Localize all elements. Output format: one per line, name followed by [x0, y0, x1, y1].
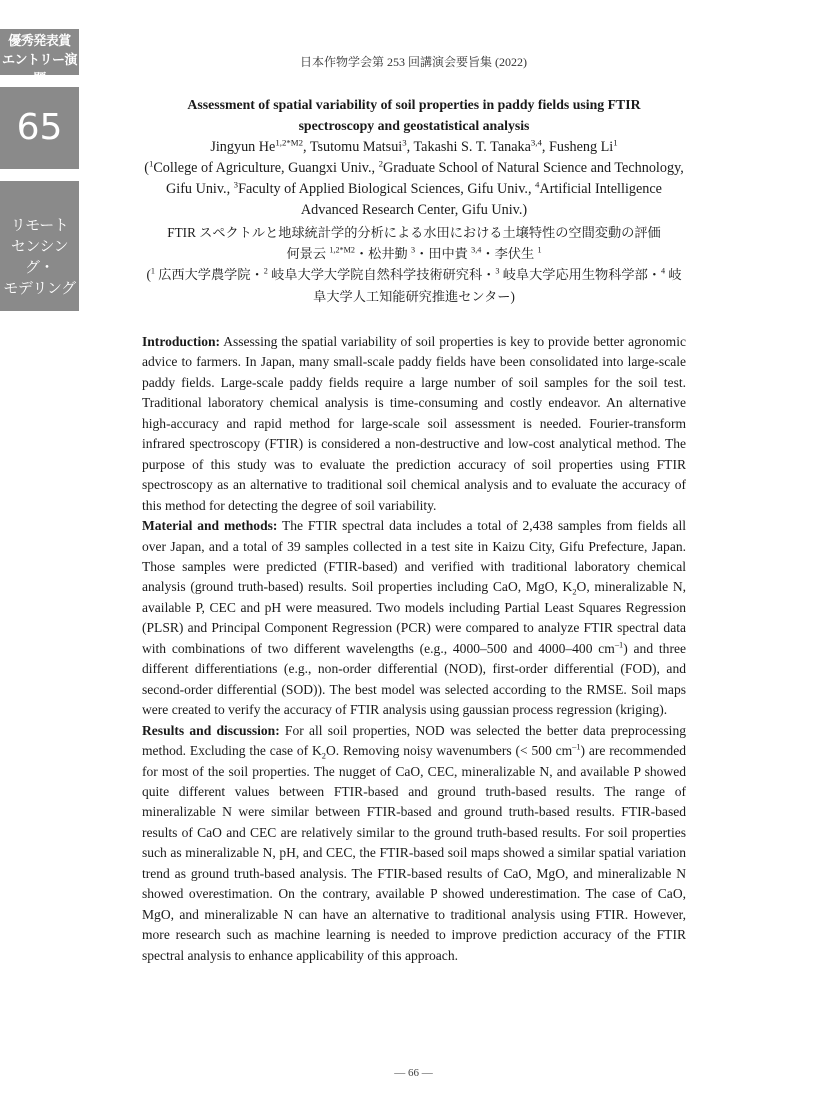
results-text: ) are recommended for most of the soil properties. The nugget of CaO, CEC, mineralizable N, and available P showed quite different values between FTIR-based and ground truth-based results. The range of mineralizable N were similar between FTIR-based and ground truth-based results. FTIR-based results of CaO and CEC are relatively similar to the ground truth-based results. For soil properties such as mineralizable N, pH, and CEC, the FTIR-based soil maps showed a similar spatial variation trend as ground truth-based analysis. The FTIR-based results of CaO, MgO, and mineralizable N showed overestimation. On the contrary, available P showed underestimation. The case of CaO, MgO, and mineralizable N can have an alternative to traditional analysis using FTIR. However, more research such as machine learning is needed to improve prediction accuracy of the FTIR spectral analysis to enhance applicability of this approach.: [142, 743, 686, 963]
jp-affil-text: 岐阜大学大学院自然科学技術研究科・: [267, 267, 496, 283]
jp-affil-text: 岐阜大学応用生物科学部・: [499, 267, 661, 283]
jp-author-sup: 1: [537, 245, 542, 255]
title-line2: spectroscopy and geostatistical analysis: [298, 118, 530, 134]
affil-sup: 4: [535, 179, 540, 190]
methods-text: O, mineralizable N, available P, CEC and pH were measured. Two models including Partial Least Squares Regression (PLSR) and Principal Component Regression (PCR) were compared to analyze FTIR spectral data with combinations of two different wavelengths (e.g., 4000–500 and 4000–400 cm: [142, 579, 687, 656]
author-sep: ,: [541, 138, 549, 155]
methods-text: The FTIR spectral data includes a total of 2,438 samples from fields all over Japan, and a total of 39 samples collected in a test site in Kaizu City, Gifu Prefecture, Japan. Those samples were predicted (FTIR-based) and verified with traditional laboratory chemical analysis (ground truth-based) results. Soil properties including CaO, MgO, K: [142, 518, 686, 595]
methods-heading: Material and methods:: [142, 518, 278, 534]
results-paragraph: [142, 721, 686, 966]
award-entry-line1: 優秀発表賞: [8, 34, 71, 49]
paper-title: [142, 94, 686, 137]
affil-text: Faculty of Applied Biological Sciences, Gifu Univ.,: [238, 181, 536, 198]
subscript: 2: [321, 751, 326, 761]
affil-sup: 2: [378, 158, 383, 169]
author-affil-sup: 3,4: [530, 136, 542, 147]
results-text: O. Removing noisy wavenumbers (< 500 cm: [325, 743, 573, 759]
jp-title: FTIR スペクトルと地球統計学的分析による水田における土壌特性の空間変動の評価: [167, 224, 661, 240]
author-affil-sup: 1,2*M2: [275, 136, 303, 147]
affil-text: Artificial Intelligence Advanced Research Center, Gifu Univ.): [300, 181, 662, 219]
abstract-body: [142, 332, 686, 966]
affil-text: College of Agriculture, Guangxi Univ.,: [153, 159, 379, 176]
author-name: Takashi S. T. Tanaka: [413, 138, 531, 155]
jp-authors: [142, 243, 686, 264]
superscript: –1: [572, 742, 581, 752]
methods-paragraph: [142, 516, 686, 721]
jp-author-sup: 1,2*M2: [329, 245, 355, 255]
jp-affil-text: 岐阜大学人工知能研究推進センター): [313, 267, 682, 304]
author-affil-sup: 1: [613, 136, 618, 147]
affil-sup: 1: [148, 158, 154, 169]
jp-author-sup: 3,4: [471, 245, 482, 255]
journal-header: 日本作物学会第 253 回講演会要旨集 (2022): [300, 55, 527, 69]
jp-affil-sup: 3: [495, 266, 500, 276]
abstract-number-tab: 65: [0, 87, 79, 169]
jp-author-name: ・李伏生: [481, 246, 538, 262]
jp-affil-sup: 2: [263, 266, 268, 276]
paren: (: [144, 159, 149, 176]
jp-affiliations: [142, 264, 686, 307]
superscript: –1: [614, 640, 624, 650]
subscript: 2: [572, 588, 577, 598]
author-list: [142, 137, 686, 158]
introduction-text: Assessing the spatial variability of soil properties is key to provide better agronomic advice to farmers. In Japan, many small-scale paddy fields have been consolidated into large-scale paddy fields. Large-scale paddy fields require a large number of soil samples for the soil test. Traditional laboratory chemical analysis is time-consuming and costly endeavor. An alternative high-accuracy and rapid method for large-scale soil assessment is needed. Fourier-transform infrared spectroscopy (FTIR) is considered a non-destructive and low-cost analytical method. The purpose of this study was to evaluate the prediction accuracy of soil properties using FTIR spectroscopy as an alternative to traditional soil chemical analysis and to evaluate the accuracy of this method for detecting the degree of soil variability.: [142, 334, 686, 513]
affil-text: Graduate School of Natural Science and Technology, Gifu Univ.,: [166, 159, 684, 198]
jp-affil-sup: 1: [150, 266, 155, 276]
author-name: Fusheng Li: [549, 138, 614, 155]
author-name: Tsutomu Matsui: [309, 138, 403, 155]
category-tab: [0, 181, 79, 311]
affiliations: [142, 158, 686, 222]
author-name: Jingyun He: [210, 138, 276, 155]
author-sep: ,: [406, 138, 414, 155]
affil-sup: 3: [233, 179, 239, 190]
author-sep: ,: [302, 138, 310, 155]
award-entry-line2: エントリー演題: [1, 53, 77, 87]
jp-author-name: ・田中貴: [415, 246, 472, 262]
title-line1: Assessment of spatial variability of soil properties in paddy fields using FTIR: [187, 97, 641, 112]
page-number: — 66 —: [394, 1067, 433, 1079]
category-line3: モデリング: [3, 279, 76, 297]
jp-author-name: 何景云: [286, 246, 330, 262]
jp-author-sup: 3: [411, 245, 416, 255]
introduction-heading: Introduction:: [142, 334, 221, 349]
results-text: For all soil properties, NOD was selected the better data preprocessing method. Excluding the case of K: [142, 722, 686, 759]
paren: (: [146, 267, 151, 283]
jp-author-name: ・松井勤: [354, 246, 412, 262]
author-affil-sup: 3: [402, 136, 407, 147]
introduction-paragraph: [142, 332, 686, 516]
jp-affil-sup: 4: [660, 266, 666, 276]
paper-header: [142, 94, 686, 307]
methods-text: ) and three different differentiations (e.g., non-order differential (NOD), first-order differential (FOD), and second-order differential (SOD)). The best model was selected according to the RMSE. Soil maps were created to verify the accuracy of FTIR analysis using gaussian process regression (kriging).: [142, 640, 686, 718]
results-heading: Results and discussion:: [142, 722, 280, 738]
jp-affil-text: 広西大学農学院・: [154, 267, 264, 283]
category-line1: リモート: [10, 216, 69, 234]
category-line2: センシング・: [10, 237, 69, 276]
